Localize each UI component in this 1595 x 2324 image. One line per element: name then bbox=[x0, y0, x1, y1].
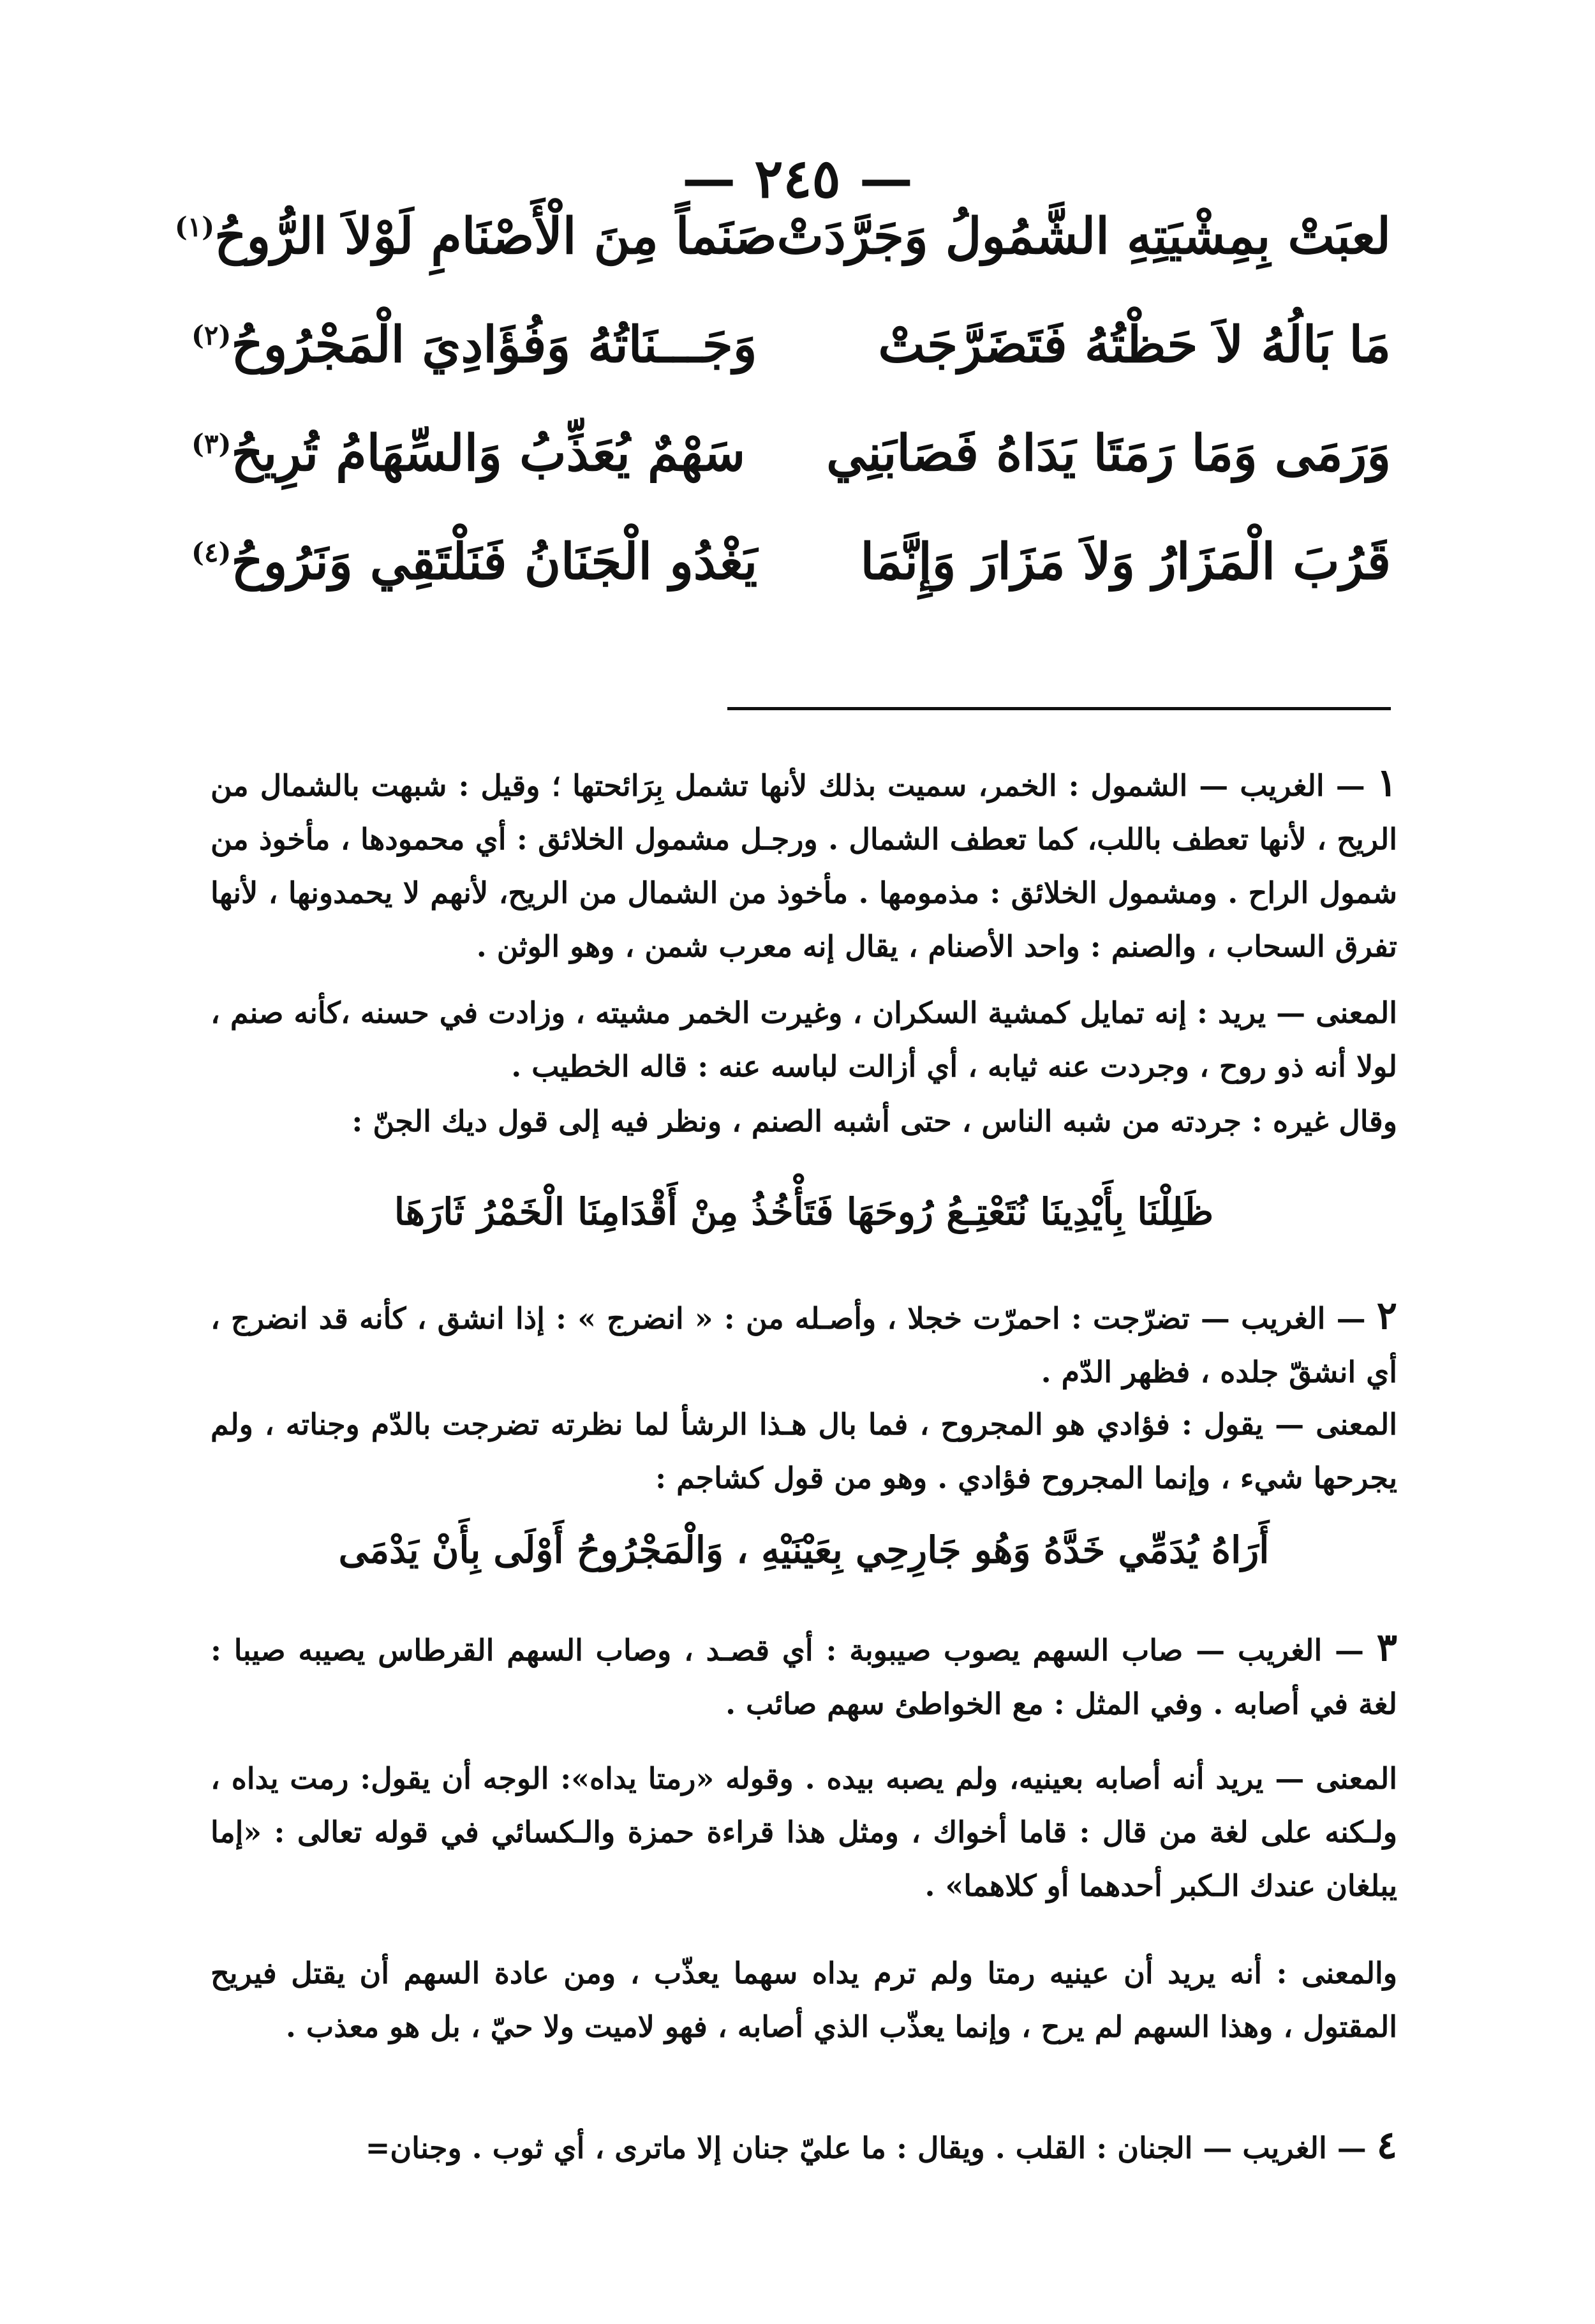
footnote-2-gharib bbox=[211, 1289, 1397, 1399]
footnote-marker: (٣) bbox=[191, 428, 232, 459]
footnote-number: ٤ bbox=[1376, 2123, 1397, 2168]
verse-first-hemistich: لعبَتْ بِمِشْيَتِهِ الشَّمُولُ وَجَرَّدَتْ bbox=[776, 207, 1391, 265]
footnote-marker: (١) bbox=[174, 211, 215, 242]
verse-line-3 bbox=[191, 408, 1391, 498]
footnote-number: ٣ bbox=[1376, 1625, 1398, 1670]
page-number: — ٢٤٥ — bbox=[682, 147, 913, 210]
verse-second-hemistich bbox=[175, 207, 777, 265]
footnote-text: — الغريب — الجنان : القلب . ويقال : ما عليّ جنان إلا ماترى ، أي ثوب . وجنان= bbox=[365, 2131, 1367, 2165]
hemistich-text: وَجَـــنَاتُهُ وَفُؤَادِيَ الْمَجْرُوحُ bbox=[231, 315, 757, 374]
hemistich-text: يَغْدُو الْجَنَانُ فَنَلْتَقِي وَنَرُوحُ bbox=[231, 532, 758, 591]
footnote-1-other: وقال غيره : جردته من شبه الناس ، حتى أشبه الصنم ، ونظر فيه إلى قول ديك الجنّ : bbox=[352, 1104, 1397, 1138]
footnote-text: — الغريب — صاب السهم يصوب صيبوبة : أي قصـد ، وصاب السهم القرطاس يصيبه صيبا : لغة في أصابه . وفي المثل : مع الخواطئ سهم صائب . bbox=[211, 1633, 1397, 1721]
verse-second-hemistich bbox=[191, 533, 757, 591]
footnote-3-maana: المعنى — يريد أنه أصابه بعينيه، ولم يصبه بيده . وقوله «رمتا يداه»: الوجه أن يقول: رمت يداه ، ولـكنه على لغة من قال : قاما أخواك ، ومثل هذا قراءة حمزة والـكسائي في قوله تعالى : «إما يبلغان عندك الـكبر أحدهما أو كلاهما» . bbox=[211, 1761, 1397, 1903]
verse-first-hemistich: مَا بَالُهُ لاَ حَظْتُهُ فَتَضَرَّجَتْ bbox=[878, 315, 1391, 374]
footnote-separator bbox=[727, 707, 1391, 710]
hemistich-text: سَهْمٌ يُعَذِّبُ وَالسِّهَامُ تُرِيحُ bbox=[231, 424, 746, 482]
verse-second-hemistich bbox=[191, 316, 757, 374]
verse-first-hemistich: قَرُبَ الْمَزَارُ وَلاَ مَزَارَ وَإِنَّمَا bbox=[860, 532, 1391, 591]
verse-line-4 bbox=[191, 517, 1391, 606]
hemistich-text: صَنَماً مِنَ الْأَصْنَامِ لَوْلاَ الرُّوحُ bbox=[214, 207, 777, 265]
verse-line-2 bbox=[191, 300, 1391, 389]
footnote-2-cited-verse: أَرَاهُ يُدَمِّي خَدَّهُ وَهُو جَارِحِي بِعَيْنَيْهِ ، وَالْمَجْرُوحُ أَوْلَى بِأَنْ يَدْمَى bbox=[338, 1528, 1270, 1572]
footnote-number: ٢ bbox=[1376, 1293, 1398, 1338]
footnote-2-maana: المعنى — يقول : فؤادي هو المجروح ، فما بال هـذا الرشأ لما نظرته تضرجت بالدّم وجناته ، ولم يجرحها شيء ، وإنما المجروح فؤادي . وهو من قول كشاجم : bbox=[211, 1407, 1397, 1495]
footnote-3-gharib bbox=[211, 1621, 1397, 1731]
verse-first-hemistich: وَرَمَى وَمَا رَمَتَا يَدَاهُ فَصَابَنِي bbox=[826, 424, 1391, 482]
footnote-marker: (٤) bbox=[191, 536, 232, 568]
verse-second-hemistich bbox=[191, 424, 745, 482]
footnote-number: ١ bbox=[1376, 761, 1398, 805]
footnote-1-maana: المعنى — يريد : إنه تمايل كمشية السكران ، وغيرت الخمر مشيته ، وزادت في حسنه ،كأنه صنم ، لولا أنه ذو روح ، وجردت عنه ثيابه ، أي أزالت لباسه عنه : قاله الخطيب . bbox=[211, 995, 1397, 1084]
footnote-text: — الغريب — تضرّجت : احمرّت خجلا ، وأصـله من : « انضرج » : إذا انشق ، كأنه قد انضرج ، أي انشقّ جلده ، فظهر الدّم . bbox=[211, 1301, 1397, 1389]
verse-line-1 bbox=[174, 191, 1391, 281]
footnote-text: — الغريب — الشمول : الخمر، سميت بذلك لأنها تشمل بِرَائحتها ؛ وقيل : شبهت بالشمال من الريح ، لأنها تعطف باللب، كما تعطف الشمال . ورجـل مشمول الخلائق : أي محمودها ، مأخوذ من شمول الراح . ومشمول الخلائق : مذمومها . مأخوذ من الشمال من الريح، لأنهم لا يحمدونها ، لأنها تفرق السحاب ، والصنم : واحد الأصنام ، يقال إنه معرب شمن ، وهو الوثن . bbox=[211, 768, 1397, 964]
footnote-1-gharib bbox=[211, 756, 1397, 973]
footnote-3-maana-2: والمعنى : أنه يريد أن عينيه رمتا ولم ترم يداه سهما يعذّب ، ومن عادة السهم أن يقتل فيريح المقتول ، وهذا السهم لم يرح ، وإنما يعذّب الذي أصابه ، فهو لاميت ولا حيّ ، بل هو معذب . bbox=[211, 1956, 1397, 2044]
footnote-marker: (٢) bbox=[191, 319, 232, 351]
footnote-1-cited-verse: ظَلِلْنَا بِأَيْدِينَا نُتَعْتِـعُ رُوحَهَا فَتَأْخُذُ مِنْ أَقْدَامِنَا الْخَمْرُ ثَارَهَا bbox=[394, 1190, 1214, 1233]
footnote-4-gharib bbox=[211, 2119, 1397, 2175]
